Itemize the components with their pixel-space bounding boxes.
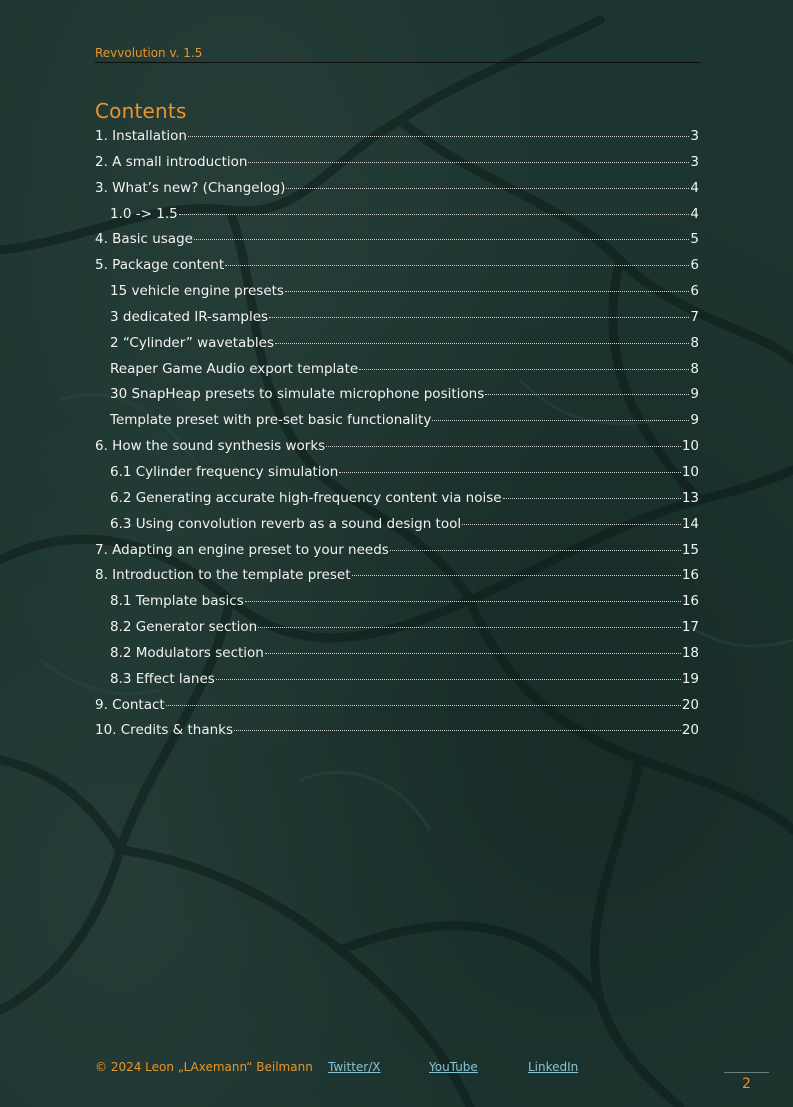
toc-entry-page: 9 (690, 412, 699, 429)
toc-entry-contact[interactable] (95, 693, 699, 719)
toc-entry-page: 9 (690, 386, 699, 403)
toc-entry-generator-section[interactable] (95, 615, 699, 641)
toc-entry-label: 10. Credits & thanks (95, 722, 234, 739)
toc-entry-cylinder-simulation[interactable] (95, 460, 699, 486)
toc-leader-dots (432, 420, 689, 421)
document-header-title: Revvolution v. 1.5 (95, 46, 203, 60)
toc-entry-page: 14 (681, 515, 699, 532)
toc-leader-dots (503, 498, 681, 499)
toc-leader-dots (166, 705, 681, 706)
toc-leader-dots (485, 394, 689, 395)
toc-entry-label: 15 vehicle engine presets (110, 283, 284, 300)
footer-copyright: © 2024 Leon „LAxemann“ Beilmann (95, 1060, 313, 1074)
toc-entry-template-preset[interactable] (95, 408, 699, 434)
toc-leader-dots (275, 343, 689, 344)
toc-entry-page: 18 (681, 644, 699, 661)
toc-leader-dots (265, 653, 681, 654)
toc-entry-label: 8.2 Modulators section (110, 644, 264, 661)
toc-entry-page: 10 (681, 463, 699, 480)
toc-entry-engine-presets[interactable] (95, 279, 699, 305)
toc-entry-label: 3 dedicated IR-samples (110, 308, 269, 325)
toc-entry-page: 4 (690, 179, 699, 196)
toc-entry-effect-lanes[interactable] (95, 667, 699, 693)
toc-entry-installation[interactable] (95, 124, 699, 150)
toc-entry-page: 6 (690, 283, 699, 300)
toc-entry-label: 6.1 Cylinder frequency simulation (110, 463, 339, 480)
toc-leader-dots (359, 369, 689, 370)
toc-entry-label: 9. Contact (95, 696, 165, 713)
toc-entry-label: 6. How the sound synthesis works (95, 438, 326, 455)
toc-entry-page: 20 (681, 722, 699, 739)
toc-entry-page: 15 (681, 541, 699, 558)
toc-entry-label: 1. Installation (95, 128, 187, 144)
toc-leader-dots (188, 136, 689, 137)
toc-entry-basic-usage[interactable] (95, 227, 699, 253)
toc-entry-introduction[interactable] (95, 150, 699, 176)
toc-entry-label: 6.2 Generating accurate high-frequency content via noise (110, 489, 502, 506)
table-of-contents (95, 124, 699, 744)
toc-entry-page: 6 (690, 257, 699, 274)
toc-entry-label: 7. Adapting an engine preset to your needs (95, 541, 389, 558)
toc-entry-template-introduction[interactable] (95, 563, 699, 589)
toc-entry-adapting-preset[interactable] (95, 538, 699, 564)
header-divider (95, 62, 701, 63)
toc-entry-label: 8. Introduction to the template preset (95, 567, 351, 584)
page-number-divider (724, 1072, 769, 1073)
toc-leader-dots (285, 291, 689, 292)
toc-entry-label: 5. Package content (95, 257, 225, 274)
toc-entry-version-change[interactable] (95, 202, 699, 228)
toc-leader-dots (286, 188, 689, 189)
toc-entry-label: 8.1 Template basics (110, 593, 244, 610)
toc-entry-label: 1.0 -> 1.5 (110, 205, 178, 222)
toc-entry-page: 17 (681, 619, 699, 636)
toc-entry-page: 16 (681, 567, 699, 584)
toc-entry-page: 8 (690, 360, 699, 377)
toc-leader-dots (269, 317, 689, 318)
toc-leader-dots (225, 265, 689, 266)
toc-leader-dots (179, 214, 690, 215)
footer-link-linkedin[interactable]: LinkedIn (528, 1060, 579, 1074)
toc-entry-credits[interactable] (95, 718, 699, 744)
toc-entry-label: 30 SnapHeap presets to simulate microphone positions (110, 386, 485, 403)
toc-entry-label: Template preset with pre-set basic functionality (110, 412, 432, 429)
toc-entry-label: 2 “Cylinder” wavetables (110, 334, 274, 351)
toc-entry-label: 8.2 Generator section (110, 619, 258, 636)
toc-entry-package-content[interactable] (95, 253, 699, 279)
toc-entry-ir-samples[interactable] (95, 305, 699, 331)
toc-heading: Contents (95, 99, 187, 123)
toc-entry-page: 10 (681, 438, 699, 455)
toc-entry-page: 20 (681, 696, 699, 713)
page-number: 2 (742, 1076, 751, 1092)
toc-leader-dots (462, 524, 681, 525)
toc-leader-dots (194, 239, 689, 240)
toc-leader-dots (248, 162, 689, 163)
toc-entry-convolution-reverb[interactable] (95, 512, 699, 538)
toc-leader-dots (339, 472, 680, 473)
toc-entry-page: 8 (690, 334, 699, 351)
toc-entry-export-template[interactable] (95, 357, 699, 383)
toc-entry-wavetables[interactable] (95, 331, 699, 357)
toc-entry-label: 6.3 Using convolution reverb as a sound design tool (110, 515, 462, 532)
toc-entry-page: 3 (690, 128, 699, 144)
toc-entry-page: 3 (690, 153, 699, 170)
toc-leader-dots (390, 550, 681, 551)
toc-leader-dots (258, 627, 681, 628)
toc-entry-snapheap-presets[interactable] (95, 382, 699, 408)
toc-entry-label: 4. Basic usage (95, 231, 193, 248)
toc-leader-dots (234, 730, 681, 731)
toc-entry-label: 3. What’s new? (Changelog) (95, 179, 286, 196)
toc-entry-sound-synthesis[interactable] (95, 434, 699, 460)
toc-entry-page: 16 (681, 593, 699, 610)
toc-entry-label: Reaper Game Audio export template (110, 360, 359, 377)
toc-entry-label: 8.3 Effect lanes (110, 670, 215, 687)
toc-entry-page: 19 (681, 670, 699, 687)
toc-entry-page: 7 (690, 308, 699, 325)
toc-leader-dots (216, 679, 681, 680)
footer-link-twitter[interactable]: Twitter/X (328, 1060, 381, 1074)
toc-entry-label: 2. A small introduction (95, 153, 248, 170)
toc-entry-noise-content[interactable] (95, 486, 699, 512)
toc-leader-dots (245, 601, 681, 602)
toc-entry-page: 4 (690, 205, 699, 222)
toc-entry-page: 5 (690, 231, 699, 248)
toc-entry-changelog[interactable] (95, 176, 699, 202)
toc-leader-dots (326, 446, 681, 447)
toc-entry-page: 13 (681, 489, 699, 506)
toc-leader-dots (352, 575, 681, 576)
toc-entry-modulators-section[interactable] (95, 641, 699, 667)
footer-link-youtube[interactable]: YouTube (429, 1060, 478, 1074)
toc-entry-template-basics[interactable] (95, 589, 699, 615)
